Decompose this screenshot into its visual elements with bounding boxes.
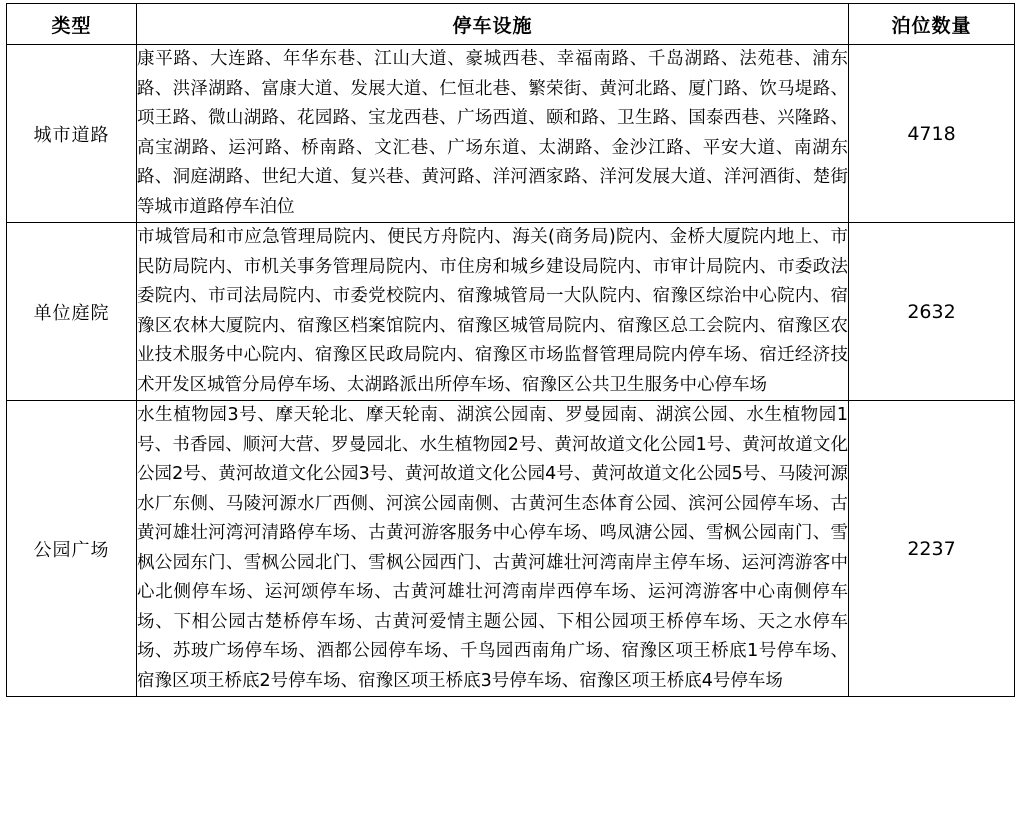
cell-count-park-square: 2237 <box>849 401 1015 697</box>
cell-type-unit-courtyard: 单位庭院 <box>7 223 137 401</box>
cell-type-park-square: 公园广场 <box>7 401 137 697</box>
cell-count-city-road: 4718 <box>849 45 1015 223</box>
table-header <box>7 4 1015 45</box>
column-header-type: 类型 <box>7 4 137 45</box>
table-header-row <box>7 4 1015 45</box>
table-body <box>7 45 1015 697</box>
column-header-facility: 停车设施 <box>137 4 849 45</box>
cell-facility-city-road: 康平路、大连路、年华东巷、江山大道、豪城西巷、幸福南路、千岛湖路、法苑巷、浦东路、洪泽湖路、富康大道、发展大道、仁恒北巷、繁荣街、黄河北路、厦门路、饮马堤路、项王路、微山湖路、花园路、宝龙西巷、广场西道、颐和路、卫生路、国泰西巷、兴隆路、高宝湖路、运河路、桥南路、文汇巷、广场东道、太湖路、金沙江路、平安大道、南湖东路、洞庭湖路、世纪大道、复兴巷、黄河路、洋河酒家路、洋河发展大道、洋河酒街、楚街等城市道路停车泊位 <box>137 45 849 223</box>
cell-count-unit-courtyard: 2632 <box>849 223 1015 401</box>
table-row <box>7 401 1015 697</box>
cell-facility-unit-courtyard: 市城管局和市应急管理局院内、便民方舟院内、海关(商务局)院内、金桥大厦院内地上、市民防局院内、市机关事务管理局院内、市住房和城乡建设局院内、市审计局院内、市委政法委院内、市司法局院内、市委党校院内、宿豫城管局一大队院内、宿豫区综治中心院内、宿豫区农林大厦院内、宿豫区档案馆院内、宿豫区城管局院内、宿豫区总工会院内、宿豫区农业技术服务中心院内、宿豫区民政局院内、宿豫区市场监督管理局院内停车场、宿迁经济技术开发区城管分局停车场、太湖路派出所停车场、宿豫区公共卫生服务中心停车场 <box>137 223 849 401</box>
column-header-count: 泊位数量 <box>849 4 1015 45</box>
parking-facilities-table <box>6 3 1015 697</box>
table-row <box>7 223 1015 401</box>
table-row <box>7 45 1015 223</box>
cell-type-city-road: 城市道路 <box>7 45 137 223</box>
cell-facility-park-square: 水生植物园3号、摩天轮北、摩天轮南、湖滨公园南、罗曼园南、湖滨公园、水生植物园1号、书香园、顺河大营、罗曼园北、水生植物园2号、黄河故道文化公园1号、黄河故道文化公园2号、黄河故道文化公园3号、黄河故道文化公园4号、黄河故道文化公园5号、马陵河源水厂东侧、马陵河源水厂西侧、河滨公园南侧、古黄河生态体育公园、滨河公园停车场、古黄河雄壮河湾河清路停车场、古黄河游客服务中心停车场、鸣凤溏公园、雪枫公园南门、雪枫公园东门、雪枫公园北门、雪枫公园西门、古黄河雄壮河湾南岸主停车场、运河湾游客中心北侧停车场、运河颂停车场、古黄河雄壮河湾南岸西停车场、运河湾游客中心南侧停车场、下相公园古楚桥停车场、古黄河爱情主题公园、下相公园项王桥停车场、天之水停车场、苏玻广场停车场、酒都公园停车场、千鸟园西南角广场、宿豫区项王桥底1号停车场、宿豫区项王桥底2号停车场、宿豫区项王桥底3号停车场、宿豫区项王桥底4号停车场 <box>137 401 849 697</box>
